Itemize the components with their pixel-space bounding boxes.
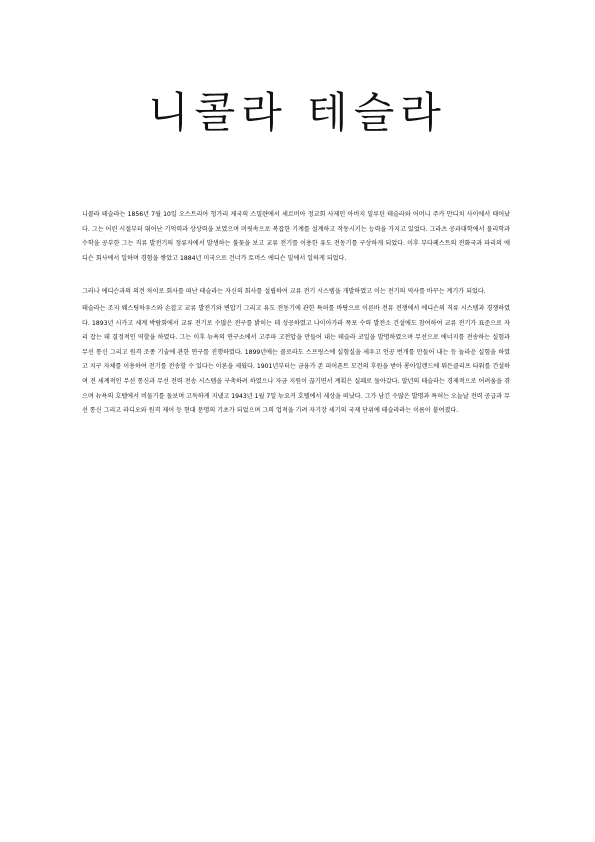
body-paragraph-2: 그러나 에디슨과의 의견 차이로 회사를 떠난 테슬라는 자신의 회사를 설립하여 교류 전기 시스템을 개발하였고 이는 전기의 역사를 바꾸는 계기가 되었다. (82, 288, 486, 296)
body-paragraph-1: 니콜라 테슬라는 1856년 7월 10일 오스트리아 헝가리 제국의 스밀랸에서 세르비아 정교회 사제인 아버지 밀루틴 테슬라와 어머니 주카 만디치 사이에서 태어났다. 그는 어린 시절부터 뛰어난 기억력과 상상력을 보였으며 머릿속으로 복잡한 기계를 설계하고 작동시키는 능력을 가지고 있었다. 그라츠 공과대학에서 물리학과 수학을 공부한 그는 직류 발전기의 정류자에서 발생하는 불꽃을 보고 교류 전기를 이용한 유도 전동기를 구상하게 되었다. 이후 부다페스트의 전화국과 파리의 에디슨 회사에서 일하며 경험을 쌓았고 1884년 미국으로 건너가 토머스 에디슨 밑에서 일하게 되었다. (82, 211, 510, 262)
document-body (82, 208, 510, 419)
body-paragraph-3: 테슬라는 조지 웨스팅하우스와 손잡고 교류 발전기와 변압기 그리고 유도 전동기에 관한 특허를 바탕으로 이른바 전류 전쟁에서 에디슨의 직류 시스템과 경쟁하였다. 1893년 시카고 세계 박람회에서 교류 전기로 수많은 전구를 밝히는 데 성공하였고 나이아가라 폭포 수력 발전소 건설에도 참여하여 교류 전기가 표준으로 자리 잡는 데 결정적인 역할을 하였다. 그는 이후 뉴욕의 연구소에서 고주파 고전압을 만들어 내는 테슬라 코일을 발명하였으며 무선으로 에너지를 전송하는 실험과 무선 통신 그리고 원격 조종 기술에 관한 연구를 진행하였다. 1899년에는 콜로라도 스프링스에 실험실을 세우고 인공 번개를 만들어 내는 등 놀라운 실험을 하였고 지구 자체를 이용하여 전기를 전송할 수 있다는 이론을 세웠다. 1901년부터는 금융가 존 피어폰트 모건의 후원을 받아 롱아일랜드에 워든클리프 타워를 건설하며 전 세계적인 무선 통신과 무선 전력 전송 시스템을 구축하려 하였으나 자금 지원이 끊기면서 계획은 실패로 돌아갔다. 말년의 테슬라는 경제적으로 어려움을 겪으며 뉴욕의 호텔에서 비둘기를 돌보며 고독하게 지냈고 1943년 1월 7일 뉴요커 호텔에서 세상을 떠났다. 그가 남긴 수많은 발명과 특허는 오늘날 전력 공급과 무선 통신 그리고 라디오와 원격 제어 등 현대 문명의 기초가 되었으며 그의 업적을 기려 자기장 세기의 국제 단위에 테슬라라는 이름이 붙여졌다. (82, 304, 510, 415)
document-title: 니콜라 테슬라 (148, 88, 447, 137)
